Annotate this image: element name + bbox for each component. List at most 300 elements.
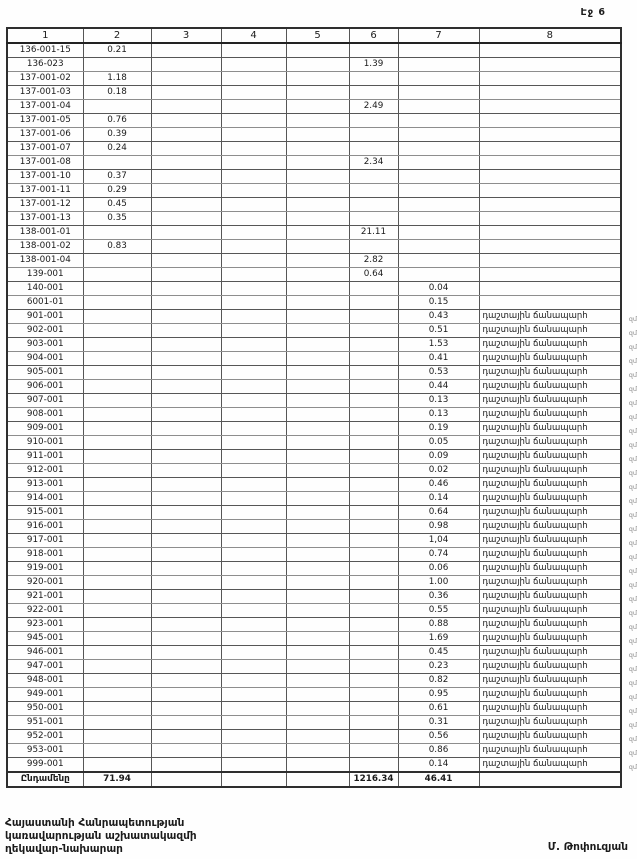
value-cell — [83, 744, 151, 758]
table-row — [7, 128, 621, 142]
value-cell — [286, 478, 349, 492]
value-cell — [221, 436, 286, 450]
value-cell: 0.35 — [83, 212, 151, 226]
value-cell — [349, 520, 398, 534]
value-cell — [151, 268, 221, 282]
table-header-cell-3: 3 — [151, 28, 221, 43]
value-cell — [221, 394, 286, 408]
value-cell — [151, 702, 221, 716]
table-row — [7, 422, 621, 436]
value-cell — [221, 576, 286, 590]
table-row — [7, 618, 621, 632]
value-cell — [398, 72, 479, 86]
parcel-table — [6, 27, 637, 788]
table-row — [7, 730, 621, 744]
value-cell — [286, 758, 349, 773]
margin-note: զմ — [628, 693, 637, 701]
value-cell — [221, 478, 286, 492]
land-use-cell — [479, 254, 621, 268]
value-cell — [83, 380, 151, 394]
value-cell: 0.53 — [398, 366, 479, 380]
value-cell — [349, 646, 398, 660]
footer-org-line-2: կառավարության աշխատակազմի — [5, 829, 197, 842]
land-use-cell: դաշտային ճանապարհ զմ — [479, 716, 621, 730]
value-cell — [221, 352, 286, 366]
value-cell — [349, 114, 398, 128]
land-use-cell — [479, 198, 621, 212]
table-row — [7, 590, 621, 604]
parcel-code-cell: 904-001 — [7, 352, 83, 366]
value-cell: 21.11 — [349, 226, 398, 240]
margin-note: զմ — [628, 469, 637, 477]
value-cell — [151, 618, 221, 632]
value-cell: 0.14 — [398, 758, 479, 773]
value-cell — [398, 198, 479, 212]
value-cell — [151, 240, 221, 254]
value-cell — [151, 254, 221, 268]
table-row — [7, 156, 621, 170]
parcel-code-cell: 137-001-04 — [7, 100, 83, 114]
parcel-code-cell: 948-001 — [7, 674, 83, 688]
parcel-code-cell: 912-001 — [7, 464, 83, 478]
value-cell — [349, 436, 398, 450]
value-cell — [83, 338, 151, 352]
value-cell — [349, 72, 398, 86]
value-cell — [221, 366, 286, 380]
value-cell — [286, 240, 349, 254]
value-cell — [349, 674, 398, 688]
table-header-row — [7, 28, 621, 43]
land-use-cell: դաշտային ճանապարհ զմ — [479, 534, 621, 548]
value-cell — [286, 282, 349, 296]
margin-note: զմ — [628, 357, 637, 365]
margin-note: զմ — [628, 679, 637, 687]
value-cell: 0.13 — [398, 408, 479, 422]
value-cell — [286, 43, 349, 58]
value-cell — [221, 506, 286, 520]
parcel-code-cell: 950-001 — [7, 702, 83, 716]
value-cell: 0.46 — [398, 478, 479, 492]
value-cell — [151, 184, 221, 198]
land-use-cell: դաշտային ճանապարհ զմ — [479, 758, 621, 773]
parcel-code-cell: 914-001 — [7, 492, 83, 506]
value-cell — [151, 576, 221, 590]
value-cell: 0.04 — [398, 282, 479, 296]
value-cell — [221, 296, 286, 310]
value-cell — [83, 450, 151, 464]
parcel-code-cell: 952-001 — [7, 730, 83, 744]
value-cell — [286, 324, 349, 338]
value-cell — [151, 338, 221, 352]
value-cell — [83, 576, 151, 590]
value-cell — [151, 534, 221, 548]
parcel-code-cell: 922-001 — [7, 604, 83, 618]
table-row — [7, 394, 621, 408]
value-cell — [286, 100, 349, 114]
parcel-code-cell: 916-001 — [7, 520, 83, 534]
value-cell — [286, 212, 349, 226]
land-use-cell: դաշտային ճանապարհ զմ — [479, 660, 621, 674]
parcel-code-cell: 920-001 — [7, 576, 83, 590]
value-cell — [83, 590, 151, 604]
table-row — [7, 534, 621, 548]
value-cell — [83, 562, 151, 576]
value-cell — [151, 422, 221, 436]
value-cell — [83, 366, 151, 380]
value-cell — [221, 646, 286, 660]
value-cell — [221, 590, 286, 604]
value-cell — [286, 198, 349, 212]
value-cell — [83, 282, 151, 296]
margin-note: զմ — [628, 427, 637, 435]
value-cell — [349, 660, 398, 674]
land-use-cell: դաշտային ճանապարհ զմ — [479, 604, 621, 618]
parcel-code-cell: 138-001-02 — [7, 240, 83, 254]
land-use-cell: դաշտային ճանապարհ զմ — [479, 450, 621, 464]
parcel-code-cell: 910-001 — [7, 436, 83, 450]
value-cell — [286, 534, 349, 548]
land-use-cell: դաշտային ճանապարհ զմ — [479, 702, 621, 716]
value-cell — [83, 534, 151, 548]
value-cell — [151, 744, 221, 758]
parcel-code-cell: 137-001-11 — [7, 184, 83, 198]
table-header-cell-6: 6 — [349, 28, 398, 43]
value-cell: 0.95 — [398, 688, 479, 702]
table-row — [7, 562, 621, 576]
value-cell — [151, 646, 221, 660]
table-row — [7, 366, 621, 380]
value-cell — [83, 268, 151, 282]
parcel-code-cell: 905-001 — [7, 366, 83, 380]
value-cell — [349, 632, 398, 646]
value-cell — [83, 408, 151, 422]
value-cell — [151, 114, 221, 128]
value-cell — [83, 660, 151, 674]
parcel-code-cell: 953-001 — [7, 744, 83, 758]
parcel-code-cell: 137-001-05 — [7, 114, 83, 128]
value-cell: 0.23 — [398, 660, 479, 674]
value-cell: 0.56 — [398, 730, 479, 744]
value-cell — [151, 716, 221, 730]
value-cell — [349, 142, 398, 156]
parcel-code-cell: 907-001 — [7, 394, 83, 408]
value-cell — [221, 744, 286, 758]
value-cell: 0.37 — [83, 170, 151, 184]
margin-note: զմ — [628, 651, 637, 659]
value-cell — [349, 212, 398, 226]
value-cell: 1,04 — [398, 534, 479, 548]
value-cell — [221, 58, 286, 72]
value-cell — [349, 576, 398, 590]
table-row — [7, 674, 621, 688]
value-cell — [221, 534, 286, 548]
value-cell — [286, 352, 349, 366]
signature: Մ. Թոփուզյան — [547, 841, 628, 853]
parcel-code-cell: 923-001 — [7, 618, 83, 632]
value-cell — [151, 282, 221, 296]
value-cell — [221, 114, 286, 128]
value-cell: 0.64 — [349, 268, 398, 282]
value-cell — [221, 338, 286, 352]
parcel-code-cell: 138-001-01 — [7, 226, 83, 240]
value-cell: 0.86 — [398, 744, 479, 758]
value-cell — [398, 86, 479, 100]
table-header-cell-2: 2 — [83, 28, 151, 43]
value-cell — [398, 240, 479, 254]
value-cell — [83, 58, 151, 72]
parcel-code-cell: 915-001 — [7, 506, 83, 520]
table-row — [7, 744, 621, 758]
value-cell — [151, 58, 221, 72]
value-cell: 0.83 — [83, 240, 151, 254]
value-cell — [349, 758, 398, 773]
margin-note: զմ — [628, 595, 637, 603]
value-cell: 0.18 — [83, 86, 151, 100]
value-cell — [151, 688, 221, 702]
value-cell — [349, 716, 398, 730]
value-cell — [221, 450, 286, 464]
value-cell — [151, 478, 221, 492]
value-cell — [286, 646, 349, 660]
value-cell — [349, 184, 398, 198]
value-cell — [286, 408, 349, 422]
value-cell — [286, 632, 349, 646]
value-cell — [349, 86, 398, 100]
table-row — [7, 100, 621, 114]
total-value-cell — [286, 772, 349, 787]
value-cell — [398, 156, 479, 170]
land-use-cell: դաշտային ճանապարհ զմ — [479, 352, 621, 366]
value-cell — [151, 464, 221, 478]
value-cell: 0.36 — [398, 590, 479, 604]
value-cell — [349, 450, 398, 464]
land-use-cell — [479, 128, 621, 142]
value-cell: 0.39 — [83, 128, 151, 142]
value-cell — [83, 758, 151, 773]
land-use-cell: դաշտային ճանապարհ զմ — [479, 464, 621, 478]
land-use-cell: դաշտային ճանապարհ զմ — [479, 366, 621, 380]
value-cell: 1.39 — [349, 58, 398, 72]
parcel-code-cell: 945-001 — [7, 632, 83, 646]
land-use-cell — [479, 296, 621, 310]
value-cell: 0.02 — [398, 464, 479, 478]
value-cell — [83, 646, 151, 660]
value-cell: 0.05 — [398, 436, 479, 450]
table-row — [7, 226, 621, 240]
parcel-code-cell: 138-001-04 — [7, 254, 83, 268]
value-cell — [221, 408, 286, 422]
value-cell — [83, 604, 151, 618]
value-cell — [151, 128, 221, 142]
value-cell — [349, 380, 398, 394]
land-use-cell — [479, 142, 621, 156]
margin-note: զմ — [628, 609, 637, 617]
table-header-cell-7: 7 — [398, 28, 479, 43]
margin-note: զմ — [628, 315, 637, 323]
table-row — [7, 702, 621, 716]
land-use-cell: դաշտային ճանապարհ զմ — [479, 338, 621, 352]
value-cell — [83, 254, 151, 268]
value-cell: 0.82 — [398, 674, 479, 688]
land-use-cell: դաշտային ճանապարհ զմ — [479, 730, 621, 744]
value-cell: 0.41 — [398, 352, 479, 366]
value-cell — [151, 730, 221, 744]
table-row — [7, 352, 621, 366]
table-row — [7, 604, 621, 618]
value-cell — [349, 464, 398, 478]
value-cell — [286, 338, 349, 352]
land-use-cell — [479, 156, 621, 170]
land-use-cell — [479, 226, 621, 240]
table-row — [7, 478, 621, 492]
land-use-cell: դաշտային ճանապարհ զմ — [479, 688, 621, 702]
total-value-cell — [479, 772, 621, 787]
total-value-cell: 1216.34 — [349, 772, 398, 787]
land-use-cell: դաշտային ճանապարհ զմ — [479, 478, 621, 492]
value-cell — [349, 408, 398, 422]
value-cell: 0.76 — [83, 114, 151, 128]
margin-note: զմ — [628, 441, 637, 449]
value-cell — [221, 86, 286, 100]
value-cell — [349, 324, 398, 338]
value-cell — [286, 548, 349, 562]
value-cell — [221, 282, 286, 296]
margin-note: զմ — [628, 623, 637, 631]
parcel-code-cell: 140-001 — [7, 282, 83, 296]
value-cell — [221, 226, 286, 240]
margin-note: զմ — [628, 539, 637, 547]
value-cell — [349, 534, 398, 548]
table-row — [7, 86, 621, 100]
value-cell — [83, 548, 151, 562]
value-cell — [83, 702, 151, 716]
table-row — [7, 380, 621, 394]
land-use-cell — [479, 282, 621, 296]
table-row — [7, 212, 621, 226]
table-row — [7, 660, 621, 674]
table-row — [7, 632, 621, 646]
value-cell — [83, 422, 151, 436]
land-use-cell — [479, 170, 621, 184]
margin-note: զմ — [628, 637, 637, 645]
value-cell — [83, 296, 151, 310]
parcel-code-cell: 913-001 — [7, 478, 83, 492]
land-use-cell: դաշտային ճանապարհ զմ — [479, 562, 621, 576]
footer-org-block — [5, 817, 197, 855]
margin-note: զմ — [628, 455, 637, 463]
parcel-code-cell: 136-023 — [7, 58, 83, 72]
value-cell — [286, 744, 349, 758]
value-cell — [151, 562, 221, 576]
value-cell — [83, 688, 151, 702]
value-cell — [286, 128, 349, 142]
value-cell — [151, 520, 221, 534]
value-cell — [151, 674, 221, 688]
parcel-table-body — [7, 43, 637, 787]
land-use-cell — [479, 114, 621, 128]
table-row — [7, 142, 621, 156]
value-cell — [221, 268, 286, 282]
value-cell — [151, 366, 221, 380]
value-cell — [398, 170, 479, 184]
value-cell — [151, 142, 221, 156]
value-cell — [83, 310, 151, 324]
value-cell — [151, 324, 221, 338]
value-cell — [151, 226, 221, 240]
value-cell — [151, 758, 221, 773]
value-cell: 2.82 — [349, 254, 398, 268]
value-cell — [83, 394, 151, 408]
land-use-cell: դաշտային ճանապարհ զմ — [479, 310, 621, 324]
value-cell — [151, 506, 221, 520]
parcel-code-cell: 139-001 — [7, 268, 83, 282]
land-use-cell: դաշտային ճանապարհ զմ — [479, 576, 621, 590]
land-use-cell: դաշտային ճանապարհ զմ — [479, 520, 621, 534]
value-cell — [83, 730, 151, 744]
table-header-cell-1: 1 — [7, 28, 83, 43]
margin-note: զմ — [628, 343, 637, 351]
margin-note: զմ — [628, 581, 637, 589]
value-cell — [151, 632, 221, 646]
margin-note: զմ — [628, 735, 637, 743]
page-number: Էջ 6 — [580, 7, 606, 18]
value-cell: 0.98 — [398, 520, 479, 534]
margin-note: զմ — [628, 497, 637, 505]
table-row — [7, 43, 621, 58]
value-cell — [398, 254, 479, 268]
parcel-code-cell: 137-001-10 — [7, 170, 83, 184]
land-use-cell: դաշտային ճանապարհ զմ — [479, 436, 621, 450]
value-cell — [151, 212, 221, 226]
parcel-code-cell: 137-001-06 — [7, 128, 83, 142]
value-cell: 0.44 — [398, 380, 479, 394]
parcel-code-cell: 901-001 — [7, 310, 83, 324]
table-header-cell-8: 8 — [479, 28, 621, 43]
parcel-code-cell: 911-001 — [7, 450, 83, 464]
margin-note: զմ — [628, 567, 637, 575]
table-row — [7, 254, 621, 268]
margin-note: զմ — [628, 763, 637, 771]
margin-note: զմ — [628, 721, 637, 729]
table-row — [7, 338, 621, 352]
value-cell — [286, 688, 349, 702]
value-cell — [83, 436, 151, 450]
value-cell — [286, 464, 349, 478]
value-cell — [398, 114, 479, 128]
table-row — [7, 506, 621, 520]
parcel-code-cell: 946-001 — [7, 646, 83, 660]
value-cell — [349, 506, 398, 520]
value-cell — [286, 142, 349, 156]
table-row — [7, 758, 621, 773]
table-row — [7, 646, 621, 660]
value-cell — [286, 716, 349, 730]
value-cell — [286, 450, 349, 464]
total-value-cell — [151, 772, 221, 787]
value-cell — [286, 86, 349, 100]
value-cell — [349, 422, 398, 436]
land-use-cell: դաշտային ճանապարհ զմ — [479, 548, 621, 562]
parcel-code-cell: 137-001-13 — [7, 212, 83, 226]
table-row — [7, 450, 621, 464]
value-cell: 1.69 — [398, 632, 479, 646]
value-cell — [151, 310, 221, 324]
table-row — [7, 58, 621, 72]
value-cell — [286, 702, 349, 716]
value-cell: 0.09 — [398, 450, 479, 464]
parcel-code-cell: 902-001 — [7, 324, 83, 338]
parcel-code-cell: 906-001 — [7, 380, 83, 394]
